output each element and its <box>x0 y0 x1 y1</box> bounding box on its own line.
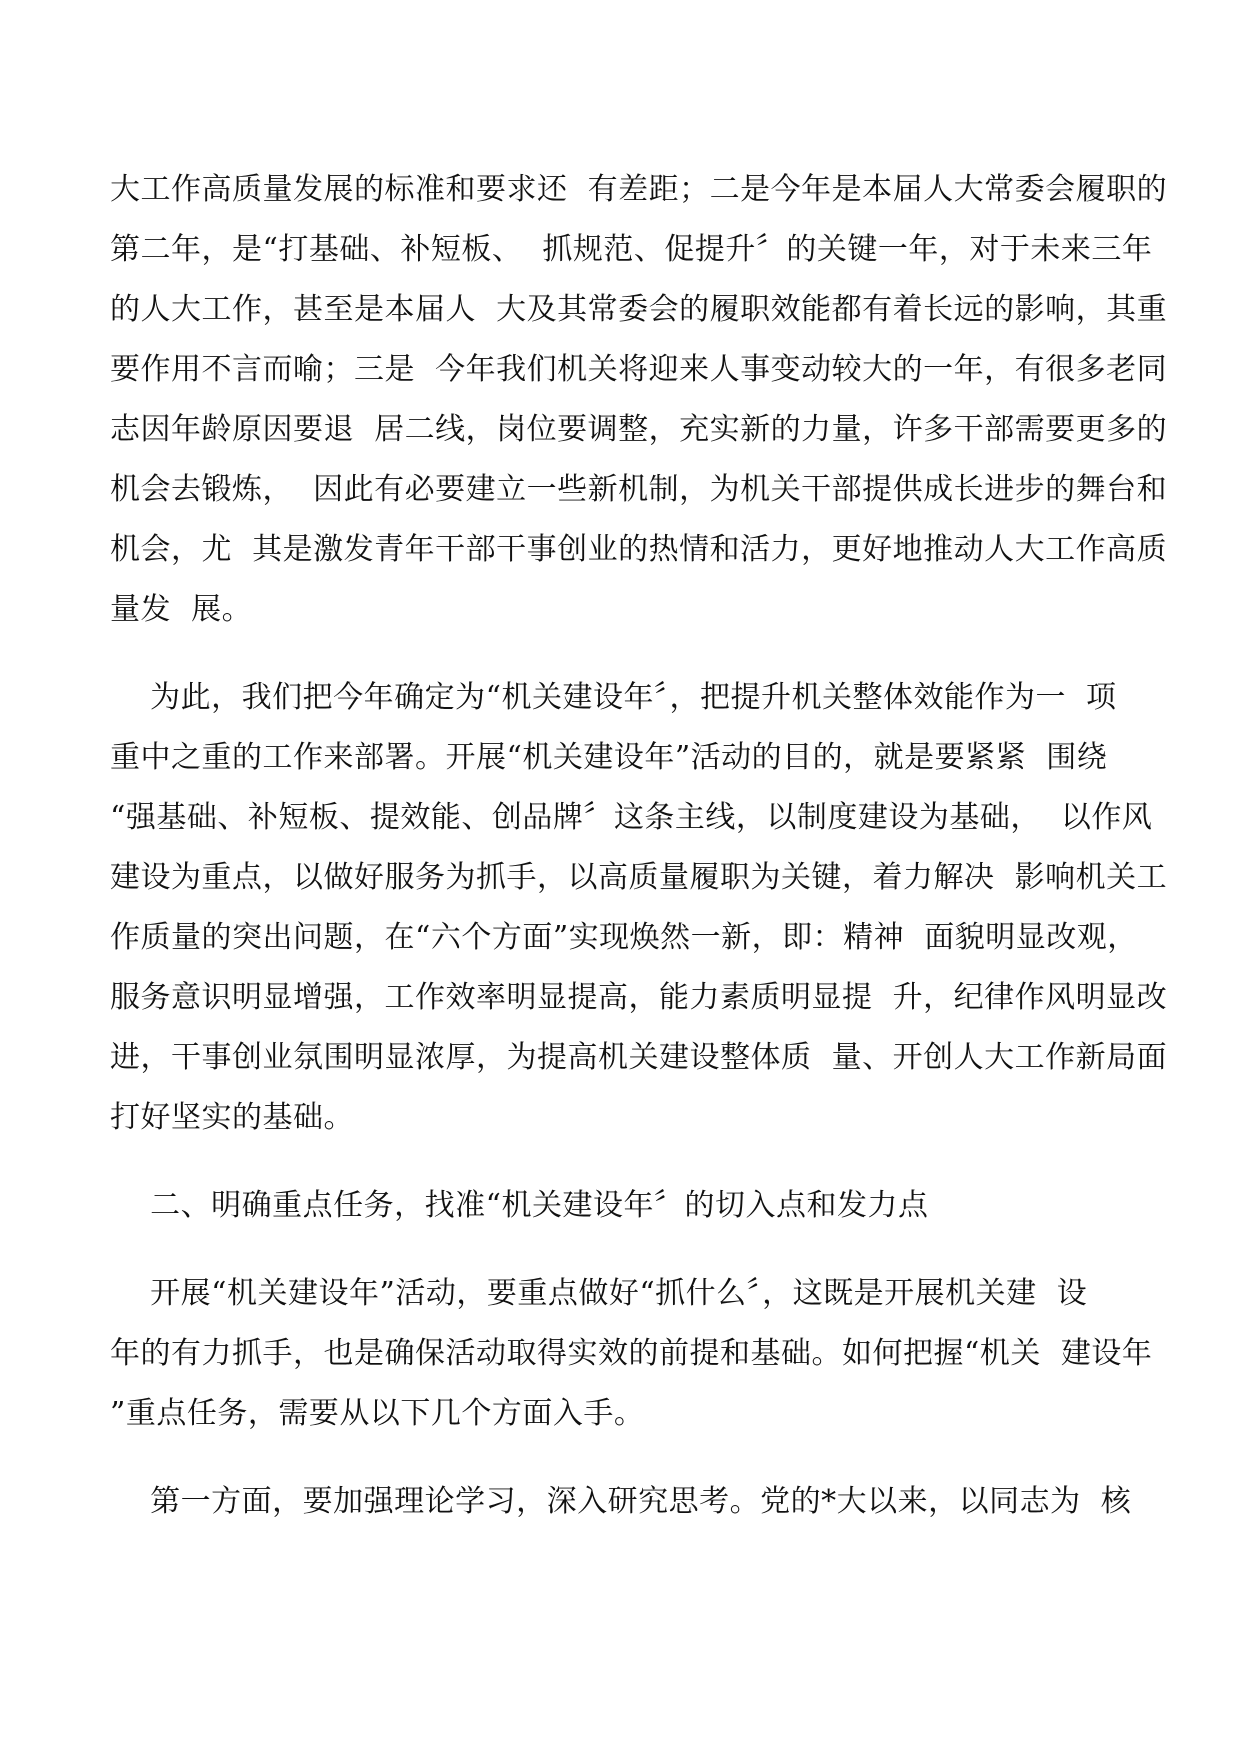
text-line: 开展“机关建设年”活动，要重点做好“抓什么〞，这既是开展机关建 设 <box>110 1276 1088 1311</box>
text-line: 服务意识明显增强，工作效率明显提高，能力素质明显提 升，纪律作风明显改 <box>110 980 1168 1015</box>
paragraph-spacer <box>110 1236 1130 1264</box>
paragraph <box>110 1264 1153 1444</box>
text-line: 量发 展。 <box>110 592 253 627</box>
text-line: 建设为重点，以做好服务为抓手，以高质量履职为关键，着力解决 影响机关工 <box>110 860 1168 895</box>
text-line: 作质量的突出问题，在“六个方面”实现焕然一新，即：精神 面貌明显改观， <box>110 920 1138 955</box>
text-line: 机会，尤 其是激发青年干部干事创业的热情和活力，更好地推动人大工作高质 <box>110 532 1168 567</box>
text-line: 要作用不言而喻；三是 今年我们机关将迎来人事变动较大的一年，有很多老同 <box>110 352 1168 387</box>
text-line: ”重点任务，需要从以下几个方面入手。 <box>110 1396 645 1431</box>
text-line: 志因年龄原因要退 居二线，岗位要调整，充实新的力量，许多干部需要更多的 <box>110 412 1168 447</box>
text-line: 第一方面，要加强理论学习，深入研究思考。党的*大以来，以同志为 核 <box>110 1484 1132 1519</box>
paragraph <box>110 1472 1130 1532</box>
text-line: 年的有力抓手，也是确保活动取得实效的前提和基础。如何把握“机关 建设年 <box>110 1336 1153 1371</box>
text-line: 打好坚实的基础。 <box>110 1100 354 1135</box>
text-line: 进，干事创业氛围明显浓厚，为提高机关建设整体质 量、开创人大工作新局面 <box>110 1040 1168 1075</box>
paragraph <box>110 668 1168 1148</box>
text-line: 第二年，是“打基础、补短板、 抓规范、促提升〞的关键一年，对于未来三年 <box>110 232 1153 267</box>
text-line: “强基础、补短板、提效能、创品牌〞这条主线，以制度建设为基础， 以作风 <box>110 800 1153 835</box>
text-line: 二、明确重点任务，找准“机关建设年〞的切入点和发力点 <box>110 1188 929 1223</box>
paragraph <box>110 160 1168 640</box>
section-heading <box>110 1176 1130 1236</box>
paragraph-spacer <box>110 1444 1130 1472</box>
text-line: 大工作高质量发展的标准和要求还 有差距；二是今年是本届人大常委会履职的 <box>110 172 1168 207</box>
text-line: 机会去锻炼， 因此有必要建立一些新机制，为机关干部提供成长进步的舞台和 <box>110 472 1168 507</box>
text-line: 的人大工作，甚至是本届人 大及其常委会的履职效能都有着长远的影响，其重 <box>110 292 1168 327</box>
document-body <box>110 160 1168 1532</box>
text-line: 重中之重的工作来部署。开展“机关建设年”活动的目的，就是要紧紧 围绕 <box>110 740 1108 775</box>
text-line: 为此，我们把今年确定为“机关建设年〞，把提升机关整体效能作为一 项 <box>110 680 1117 715</box>
paragraph-spacer <box>110 1148 1130 1176</box>
paragraph-spacer <box>110 640 1130 668</box>
